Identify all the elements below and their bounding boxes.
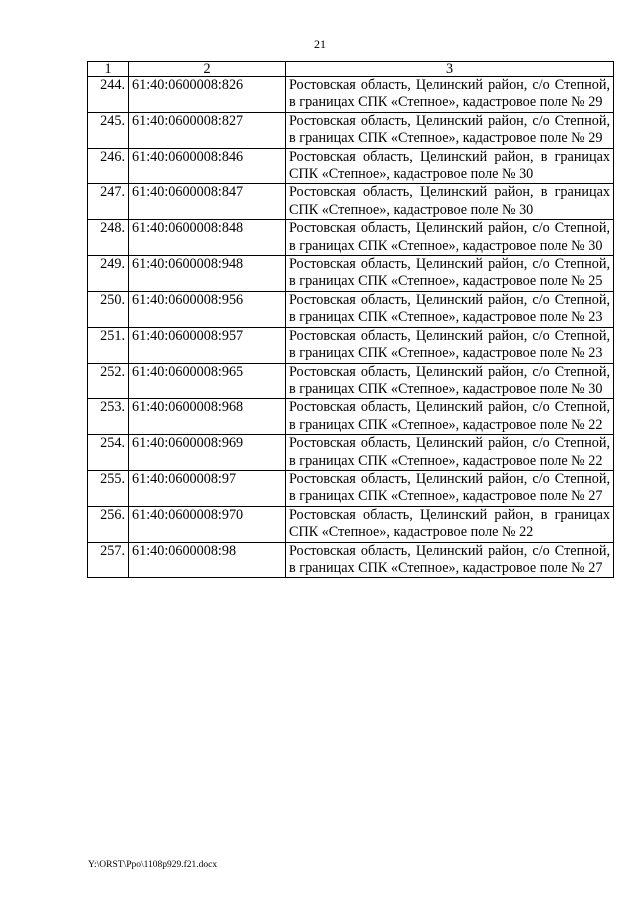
plot-address: Ростовская область, Целинский район, с/о Степной, в границах СПК «Степное», кадастровое поле № 30 — [286, 363, 614, 399]
plot-address: Ростовская область, Целинский район, с/о Степной, в границах СПК «Степное», кадастровое поле № 29 — [286, 77, 614, 113]
cadastral-number: 61:40:0600008:848 — [129, 220, 286, 256]
row-number: 247. — [88, 184, 129, 220]
plot-address: Ростовская область, Целинский район, с/о Степной, в границах СПК «Степное», кадастровое поле № 22 — [286, 399, 614, 435]
row-number: 257. — [88, 542, 129, 578]
table-row — [88, 220, 614, 256]
table-row — [88, 77, 614, 113]
table-row — [88, 112, 614, 148]
table-row — [88, 291, 614, 327]
plot-address: Ростовская область, Целинский район, с/о Степной, в границах СПК «Степное», кадастровое поле № 27 — [286, 470, 614, 506]
plot-address: Ростовская область, Целинский район, в границах СПК «Степное», кадастровое поле № 22 — [286, 506, 614, 542]
table-row — [88, 435, 614, 471]
cadastral-number: 61:40:0600008:969 — [129, 435, 286, 471]
table-row — [88, 256, 614, 292]
cadastral-number: 61:40:0600008:97 — [129, 470, 286, 506]
cadastral-number: 61:40:0600008:965 — [129, 363, 286, 399]
table-row — [88, 184, 614, 220]
plot-address: Ростовская область, Целинский район, с/о Степной, в границах СПК «Степное», кадастровое поле № 25 — [286, 256, 614, 292]
cadastral-number: 61:40:0600008:98 — [129, 542, 286, 578]
table-row — [88, 542, 614, 578]
row-number: 250. — [88, 291, 129, 327]
plot-address: Ростовская область, Целинский район, в границах СПК «Степное», кадастровое поле № 30 — [286, 148, 614, 184]
table-row — [88, 148, 614, 184]
cadastral-number: 61:40:0600008:968 — [129, 399, 286, 435]
cadastral-number: 61:40:0600008:826 — [129, 77, 286, 113]
plot-address: Ростовская область, Целинский район, с/о Степной, в границах СПК «Степное», кадастровое поле № 29 — [286, 112, 614, 148]
table-row — [88, 399, 614, 435]
plot-address: Ростовская область, Целинский район, с/о Степной, в границах СПК «Степное», кадастровое поле № 23 — [286, 327, 614, 363]
row-number: 256. — [88, 506, 129, 542]
column-header-1: 1 — [88, 62, 129, 77]
row-number: 252. — [88, 363, 129, 399]
cadastral-number: 61:40:0600008:827 — [129, 112, 286, 148]
row-number: 249. — [88, 256, 129, 292]
document-file-path: Y:\ORST\Ppo\1108p929.f21.docx — [88, 860, 218, 870]
row-number: 251. — [88, 327, 129, 363]
table-row — [88, 363, 614, 399]
table-row — [88, 470, 614, 506]
cadastral-number: 61:40:0600008:957 — [129, 327, 286, 363]
row-number: 253. — [88, 399, 129, 435]
cadastral-number: 61:40:0600008:948 — [129, 256, 286, 292]
row-number: 248. — [88, 220, 129, 256]
plot-address: Ростовская область, Целинский район, с/о Степной, в границах СПК «Степное», кадастровое поле № 30 — [286, 220, 614, 256]
row-number: 245. — [88, 112, 129, 148]
plot-address: Ростовская область, Целинский район, в границах СПК «Степное», кадастровое поле № 30 — [286, 184, 614, 220]
cadastral-number: 61:40:0600008:956 — [129, 291, 286, 327]
column-header-3: 3 — [286, 62, 614, 77]
table-row — [88, 327, 614, 363]
page-number: 21 — [314, 37, 326, 51]
cadastral-number: 61:40:0600008:846 — [129, 148, 286, 184]
row-number: 244. — [88, 77, 129, 113]
row-number: 246. — [88, 148, 129, 184]
table-row — [88, 506, 614, 542]
plot-address: Ростовская область, Целинский район, с/о Степной, в границах СПК «Степное», кадастровое поле № 23 — [286, 291, 614, 327]
row-number: 254. — [88, 435, 129, 471]
cadastral-number: 61:40:0600008:847 — [129, 184, 286, 220]
row-number: 255. — [88, 470, 129, 506]
land-plot-table — [87, 61, 614, 578]
column-header-2: 2 — [129, 62, 286, 77]
table-header-row — [88, 62, 614, 77]
plot-address: Ростовская область, Целинский район, с/о Степной, в границах СПК «Степное», кадастровое поле № 22 — [286, 435, 614, 471]
cadastral-number: 61:40:0600008:970 — [129, 506, 286, 542]
plot-address: Ростовская область, Целинский район, с/о Степной, в границах СПК «Степное», кадастровое поле № 27 — [286, 542, 614, 578]
